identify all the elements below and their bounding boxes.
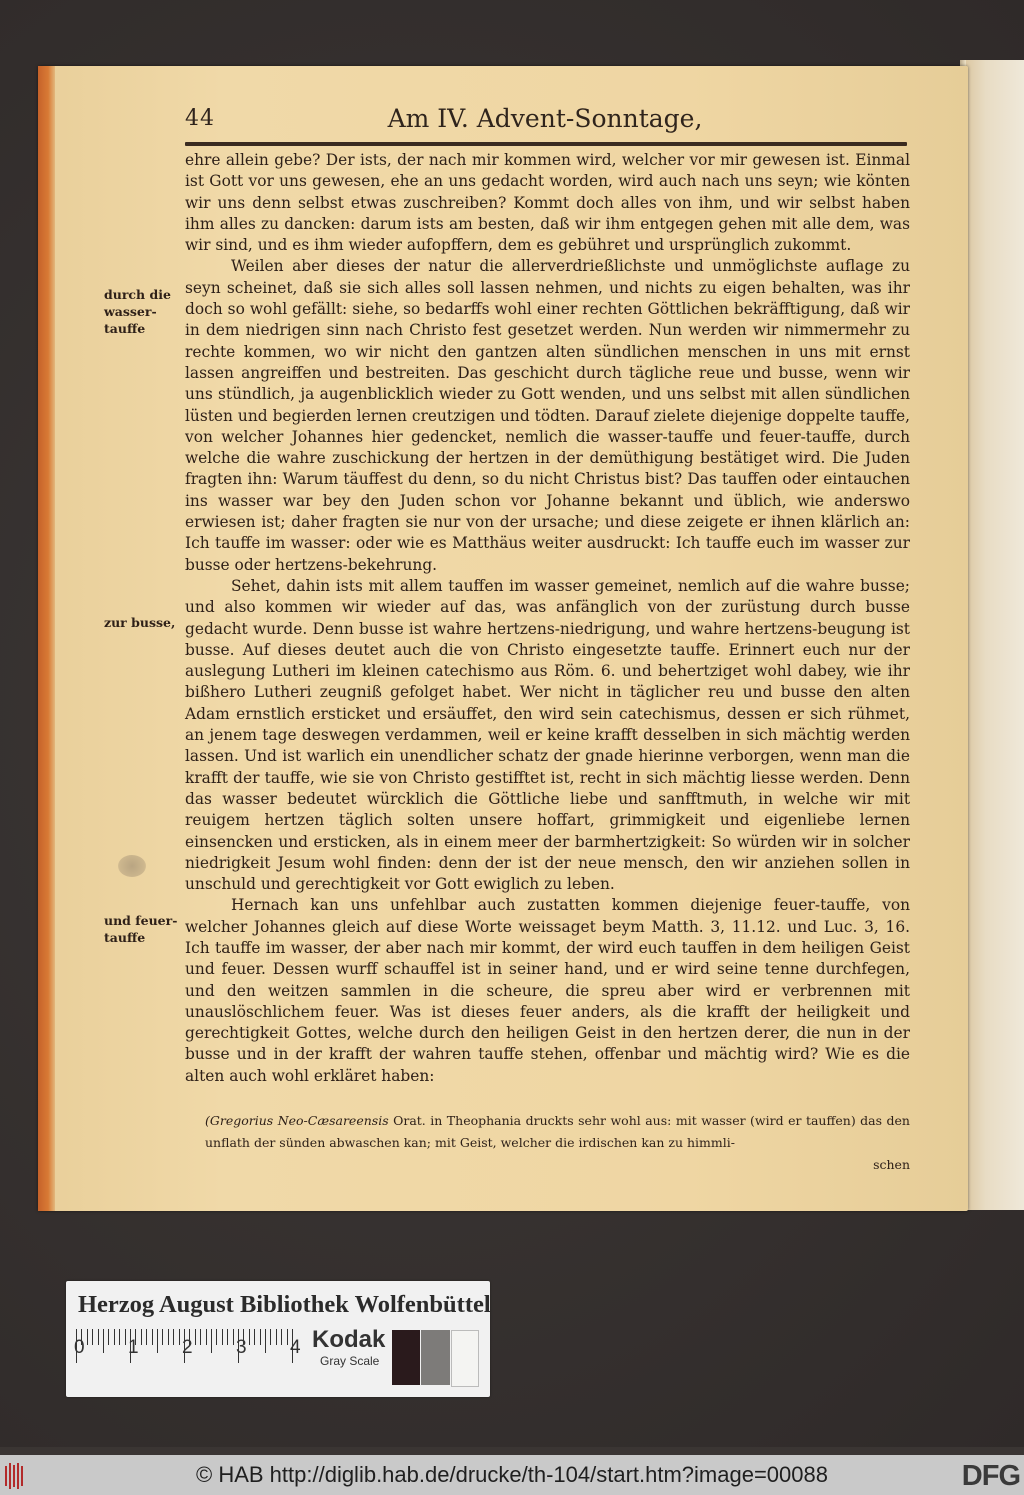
- head-rule: [185, 142, 907, 146]
- swatch-white: [451, 1330, 479, 1387]
- margin-note-busse: zur busse,: [104, 615, 176, 630]
- ruler-tick: [168, 1329, 169, 1345]
- ruler-tick: [125, 1329, 126, 1345]
- paper-stain: [118, 855, 146, 877]
- ruler-tick: [92, 1329, 93, 1345]
- footnote-text: Orat. in Theophania druckts sehr wohl aus: mit wasser (wird er tauffen) das den unflath der sünden abwaschen kan; mit Geist, welcher die irdischen kan zu himmli-: [205, 1113, 910, 1150]
- ruler-tick: [98, 1329, 99, 1345]
- ruler-label: 2: [182, 1337, 193, 1358]
- ruler-tick: [87, 1329, 88, 1345]
- margin-note-feuertauffe: und feuer-tauffe: [104, 913, 178, 945]
- ruler-tick: [211, 1329, 212, 1353]
- ruler-tick: [206, 1329, 207, 1345]
- ruler-label: 1: [128, 1337, 139, 1358]
- ruler-tick: [222, 1329, 223, 1345]
- paragraph: Weilen aber dieses der natur die allerverdrießlichste und unmöglichste auflage zu seyn scheinet, daß sie sich alles soll lassen nehmen, und nichts zu eigen behalten, was ihr doch so wohl gefällt: siehe, so bedarffs wohl einer rechten Göttlichen bekräfftigung, daß wir in dem niedrigen sinn nach Christo fest gesetzet werden. Nun werden wir nimmermehr zu rechte kommen, wo wir nicht den gantzen alten sündlichen menschen in uns mit ernst lassen angreiffen und bestreiten. Das geschicht durch tägliche reue und busse, wenn wir uns stündlich, ja augenblicklich wieder zu Gott wenden, und uns selbst mit allen sündlichen lüsten und begierden lernen creutzigen und tödten. Darauf zielete diejenige doppelte tauffe, von welcher Johannes hier gedencket, nemlich die wasser-tauffe und feuer-tauffe, durch welche die wahre zuschickung der hertzen in der demüthigung bestätiget wird. Die Juden fragten ihn: Warum täuffest du denn, so du nicht Christus bist? Das tauffen oder eintauchen ins wasser war bey den Juden schon vor Johanne bekannt und üblich, wie anderswo erwiesen ist; daher fragten sie nur von der ursache; und diese zeigete er ihnen klärlich an: Ich tauffe im wasser: oder wie es Matthäus weiter ausdruckt: Ich tauffe euch im wasser zur busse oder hertzens-bekehrung.: [185, 257, 910, 574]
- colour-calibration-card: [66, 1281, 490, 1397]
- ruler-tick: [265, 1329, 266, 1353]
- ruler-tick: [276, 1329, 277, 1345]
- paragraph: Sehet, dahin ists mit allem tauffen im wasser gemeinet, nemlich auf die wahre busse; und also kommen wir wieder auf das, was anfänglich von der zurüstung durch busse gedacht wurde. Denn busse ist wahre hertzens-niedrigung, und wahre hertzens-beugung ist busse. Auf dieses deutet auch die von Christo eingesetzte tauffe. Erinnert euch nur der auslegung Lutheri im kleinen catechismo aus Röm. 6. und behertziget wohl dabey, wie ihr bißhero Lutheri zeugniß gefolget habet. Wer nicht in täglicher reu und busse den alten Adam ernstlich ersticket und ersäuffet, den wird sein catechismus, dessen er sich rühmet, an jenem tage deswegen verdammen, weil er keine krafft desselben in sich mächtig werden lassen. Und ist warlich ein unendlicher schatz der gnade hierinne verborgen, wenn man die krafft der tauffe, wie sie von Christo gestifftet ist, recht in sich mächtig liesse werden. Denn das wasser bedeutet würcklich die Göttliche liebe und sanfftmuth, in welche wir mit reuigem hertzen täglich solten unsere hoffart, grimmigkeit und eigenliebe lernen einsencken und ersticken, als in einem meer der barmhertzigkeit: So würden wir in solcher niedrigkeit Jesum wohl finden: denn der ist der neue mensch, den wir anziehen sollen in unschuld und gerechtigkeit vor Gott ewiglich zu leben.: [185, 576, 910, 894]
- ruler-tick: [287, 1329, 288, 1345]
- ruler-tick: [146, 1329, 147, 1345]
- footnote-author: (Gregorius Neo-Cæsareensis: [205, 1113, 389, 1128]
- ruler-tick: [157, 1329, 158, 1353]
- ruler-tick: [173, 1329, 174, 1345]
- ruler-label: 3: [236, 1337, 247, 1358]
- ruler-tick: [103, 1329, 104, 1353]
- grayscale-label: Gray Scale: [320, 1354, 380, 1368]
- ruler-tick: [249, 1329, 250, 1345]
- margin-note-wassertauffe: durch die wasser-tauffe: [104, 287, 171, 336]
- ruler-tick: [152, 1329, 153, 1345]
- footnote: [205, 1110, 910, 1176]
- page-edge-red: [38, 66, 55, 1211]
- kodak-logo: Kodak: [312, 1326, 386, 1353]
- ruler-tick: [119, 1329, 120, 1345]
- ruler-label: 4: [290, 1337, 301, 1358]
- paragraph: ehre allein gebe? Der ists, der nach mir kommen wird, welcher vor mir gewesen ist. Einmal ist Gott vor uns gewesen, ehe an uns gedacht worden, wird auch nach uns seyn; wie könten wir uns denn selbst etwas zuschreiben? Kommt doch alles von ihm, und wir selbst haben ihm alles zu dancken: darum ists am besten, daß wir ihm entgegen gehen mit alle dem, was wir sind, und es ihm wieder aufopffern, dem es gebühret und ursprünglich zukommt.: [185, 151, 910, 255]
- running-head: [185, 104, 905, 138]
- ruler-tick: [108, 1329, 109, 1345]
- ruler-tick: [179, 1329, 180, 1345]
- running-title: Am IV. Advent-Sonntage,: [387, 104, 703, 133]
- facing-page-edge: [960, 60, 1024, 1210]
- ruler-tick: [200, 1329, 201, 1345]
- ruler-tick: [227, 1329, 228, 1345]
- footer-bar: [0, 1455, 1024, 1495]
- ruler-tick: [141, 1329, 142, 1345]
- swatch-black: [392, 1330, 420, 1385]
- dfg-logo: DFG: [961, 1460, 1020, 1492]
- ruler-tick: [281, 1329, 282, 1345]
- page-number: 44: [185, 106, 215, 131]
- institution-name: Herzog August Bibliothek Wolfenbüttel: [78, 1291, 491, 1318]
- ruler-tick: [114, 1329, 115, 1345]
- catchword: schen: [873, 1157, 910, 1172]
- ruler-label: 0: [74, 1337, 85, 1358]
- ruler-tick: [195, 1329, 196, 1345]
- ruler-tick: [260, 1329, 261, 1345]
- ruler-tick: [254, 1329, 255, 1345]
- ruler-tick: [216, 1329, 217, 1345]
- ruler-tick: [270, 1329, 271, 1345]
- paragraph: Hernach kan uns unfehlbar auch zustatten kommen diejenige feuer-tauffe, von welcher Johannes gleich auf diese Worte weissaget beym Matth. 3, 11.12. und Luc. 3, 16. Ich tauffe im wasser, der aber nach mir kommt, der wird euch tauffen in dem heiligen Geist und feuer. Dessen wurff schauffel ist in seiner hand, und er wird seine tenne durchfegen, und den weitzen sammlen in die scheure, die spreu aber wird er verbrennen mit unauslöschlichem feuer. Was ist dieses feuer anders, als die krafft der heiligkeit und gerechtigkeit Gottes, welche durch den heiligen Geist in den hertzen derer, die nun in der busse und in der krafft der wahren tauffe stehen, offenbar und mächtig wird? Wie es die alten auch wohl erkläret haben:: [185, 896, 910, 1085]
- swatch-gray: [421, 1330, 450, 1385]
- body-text: [185, 150, 910, 1087]
- ruler-tick: [233, 1329, 234, 1345]
- ruler-tick: [162, 1329, 163, 1345]
- copyright-url[interactable]: © HAB http://diglib.hab.de/drucke/th-104/start.htm?image=00088: [196, 1462, 828, 1487]
